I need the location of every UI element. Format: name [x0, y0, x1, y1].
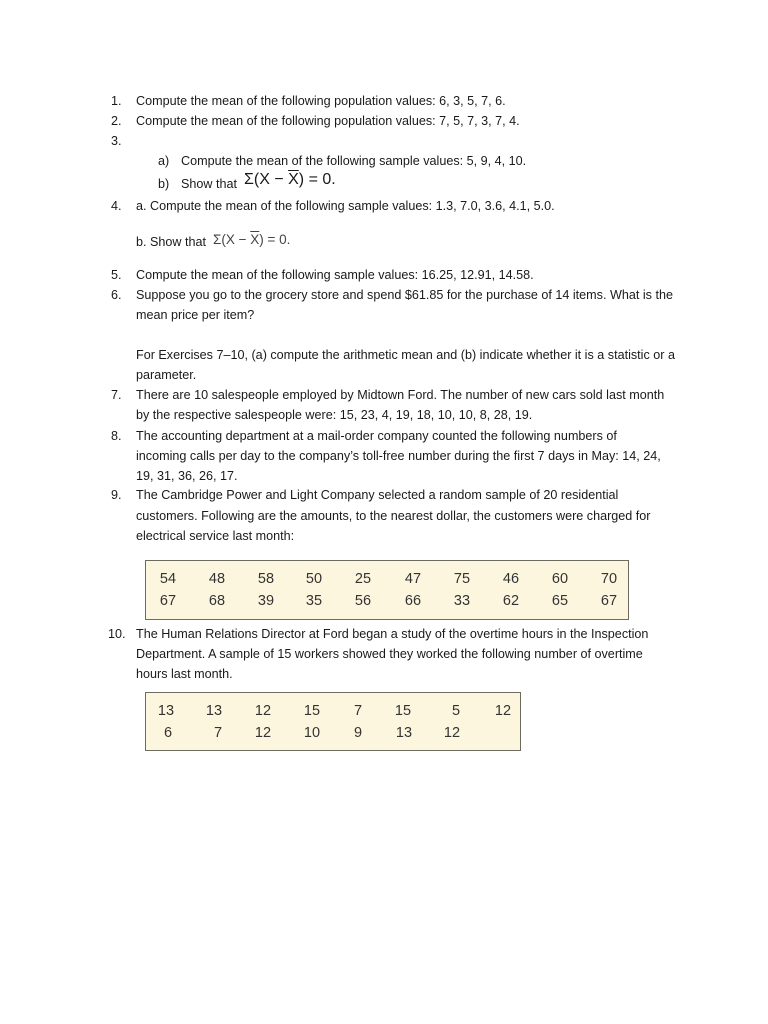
table-cell: 6 — [163, 725, 173, 741]
note-line: For Exercises 7–10, (a) compute the arithmetic mean and (b) indicate whether it is a statistic or a — [136, 348, 675, 362]
table-cell: 13 — [205, 703, 223, 719]
exercise-number: 7. — [111, 388, 122, 402]
table-cell: 67 — [159, 593, 177, 609]
exercise-text-line: electrical service last month: — [136, 529, 295, 543]
exercise-text-line: The Cambridge Power and Light Company selected a random sample of 20 residential — [136, 488, 619, 502]
table-cell: 75 — [453, 571, 471, 587]
exercise-number: 6. — [111, 288, 122, 302]
exercise-text-line: hours last month. — [136, 667, 233, 681]
table-cell: 13 — [395, 725, 413, 741]
charges-data-table — [145, 560, 629, 620]
exercise-number: 5. — [111, 268, 122, 282]
exercise-text: Compute the mean of the following sample values: 16.25, 12.91, 14.58. — [136, 268, 534, 282]
exercise-text-line: Suppose you go to the grocery store and spend $61.85 for the purchase of 14 items. What is the — [136, 288, 673, 302]
subpart-text: Show that — [181, 177, 238, 191]
subpart-text: Compute the mean of the following sample values: 5, 9, 4, 10. — [181, 154, 527, 168]
exercise-number: 4. — [111, 199, 122, 213]
table-cell: 67 — [600, 593, 618, 609]
table-cell: 35 — [305, 593, 323, 609]
table-cell: 10 — [303, 725, 321, 741]
exercise-number: 1. — [111, 94, 122, 108]
exercise-text-line: mean price per item? — [136, 308, 255, 322]
exercise-number: 3. — [111, 134, 122, 148]
exercise-text-line: by the respective salespeople were: 15, 23, 4, 19, 18, 10, 10, 8, 28, 19. — [136, 408, 533, 422]
table-cell: 54 — [159, 571, 177, 587]
table-cell: 65 — [551, 593, 569, 609]
exercise-text-line: There are 10 salespeople employed by Midtown Ford. The number of new cars sold last month — [136, 388, 665, 402]
table-cell: 46 — [502, 571, 520, 587]
table-cell: 13 — [157, 703, 175, 719]
sum-deviation-formula: $\Sigma(X - \overline{X}) = 0$. — [213, 232, 291, 247]
sum-deviation-formula: $\Sigma(X - \overline{X}) = 0$. — [244, 171, 336, 188]
overtime-data-table — [145, 692, 521, 751]
table-cell: 70 — [600, 571, 618, 587]
table-cell: 15 — [394, 703, 412, 719]
table-cell: 66 — [404, 593, 422, 609]
exercise-text: Compute the mean of the following population values: 6, 3, 5, 7, 6. — [136, 94, 506, 108]
exercise-text-line: The accounting department at a mail-order company counted the following numbers of — [136, 429, 617, 443]
exercise-text: Compute the mean of the following population values: 7, 5, 7, 3, 7, 4. — [136, 114, 520, 128]
table-cell: 7 — [213, 725, 223, 741]
table-cell: 25 — [354, 571, 372, 587]
table-cell: 68 — [208, 593, 226, 609]
exercise-number: 2. — [111, 114, 122, 128]
table-cell: 5 — [451, 703, 461, 719]
table-cell: 15 — [303, 703, 321, 719]
table-cell: 7 — [353, 703, 363, 719]
exercise-text-line: 19, 31, 36, 26, 17. — [136, 469, 238, 483]
table-cell: 39 — [257, 593, 275, 609]
table-cell: 58 — [257, 571, 275, 587]
table-cell: 33 — [453, 593, 471, 609]
exercise-text-line: customers. Following are the amounts, to the nearest dollar, the customers were charged for — [136, 509, 651, 523]
table-cell: 12 — [254, 703, 272, 719]
exercise-text: a. Compute the mean of the following sample values: 1.3, 7.0, 3.6, 4.1, 5.0. — [136, 199, 555, 213]
exercise-number: 10. — [108, 627, 126, 641]
table-cell: 48 — [208, 571, 226, 587]
table-cell: 50 — [305, 571, 323, 587]
table-cell: 62 — [502, 593, 520, 609]
table-cell: 12 — [443, 725, 461, 741]
table-cell: 9 — [353, 725, 363, 741]
table-cell: 60 — [551, 571, 569, 587]
subpart-text: b. Show that — [136, 235, 207, 249]
table-cell: 56 — [354, 593, 372, 609]
table-cell: 12 — [254, 725, 272, 741]
subpart-label: a) — [158, 154, 170, 168]
subpart-label: b) — [158, 177, 170, 191]
table-cell: 12 — [494, 703, 512, 719]
exercise-number: 9. — [111, 488, 122, 502]
exercise-text-line: The Human Relations Director at Ford began a study of the overtime hours in the Inspection — [136, 627, 649, 641]
exercise-number: 8. — [111, 429, 122, 443]
exercise-text-line: Department. A sample of 15 workers showed they worked the following number of overtime — [136, 647, 643, 661]
exercise-text-line: incoming calls per day to the company’s toll-free number during the first 7 days in May: 14, 24, — [136, 449, 661, 463]
note-line: parameter. — [136, 368, 197, 382]
table-cell: 47 — [404, 571, 422, 587]
